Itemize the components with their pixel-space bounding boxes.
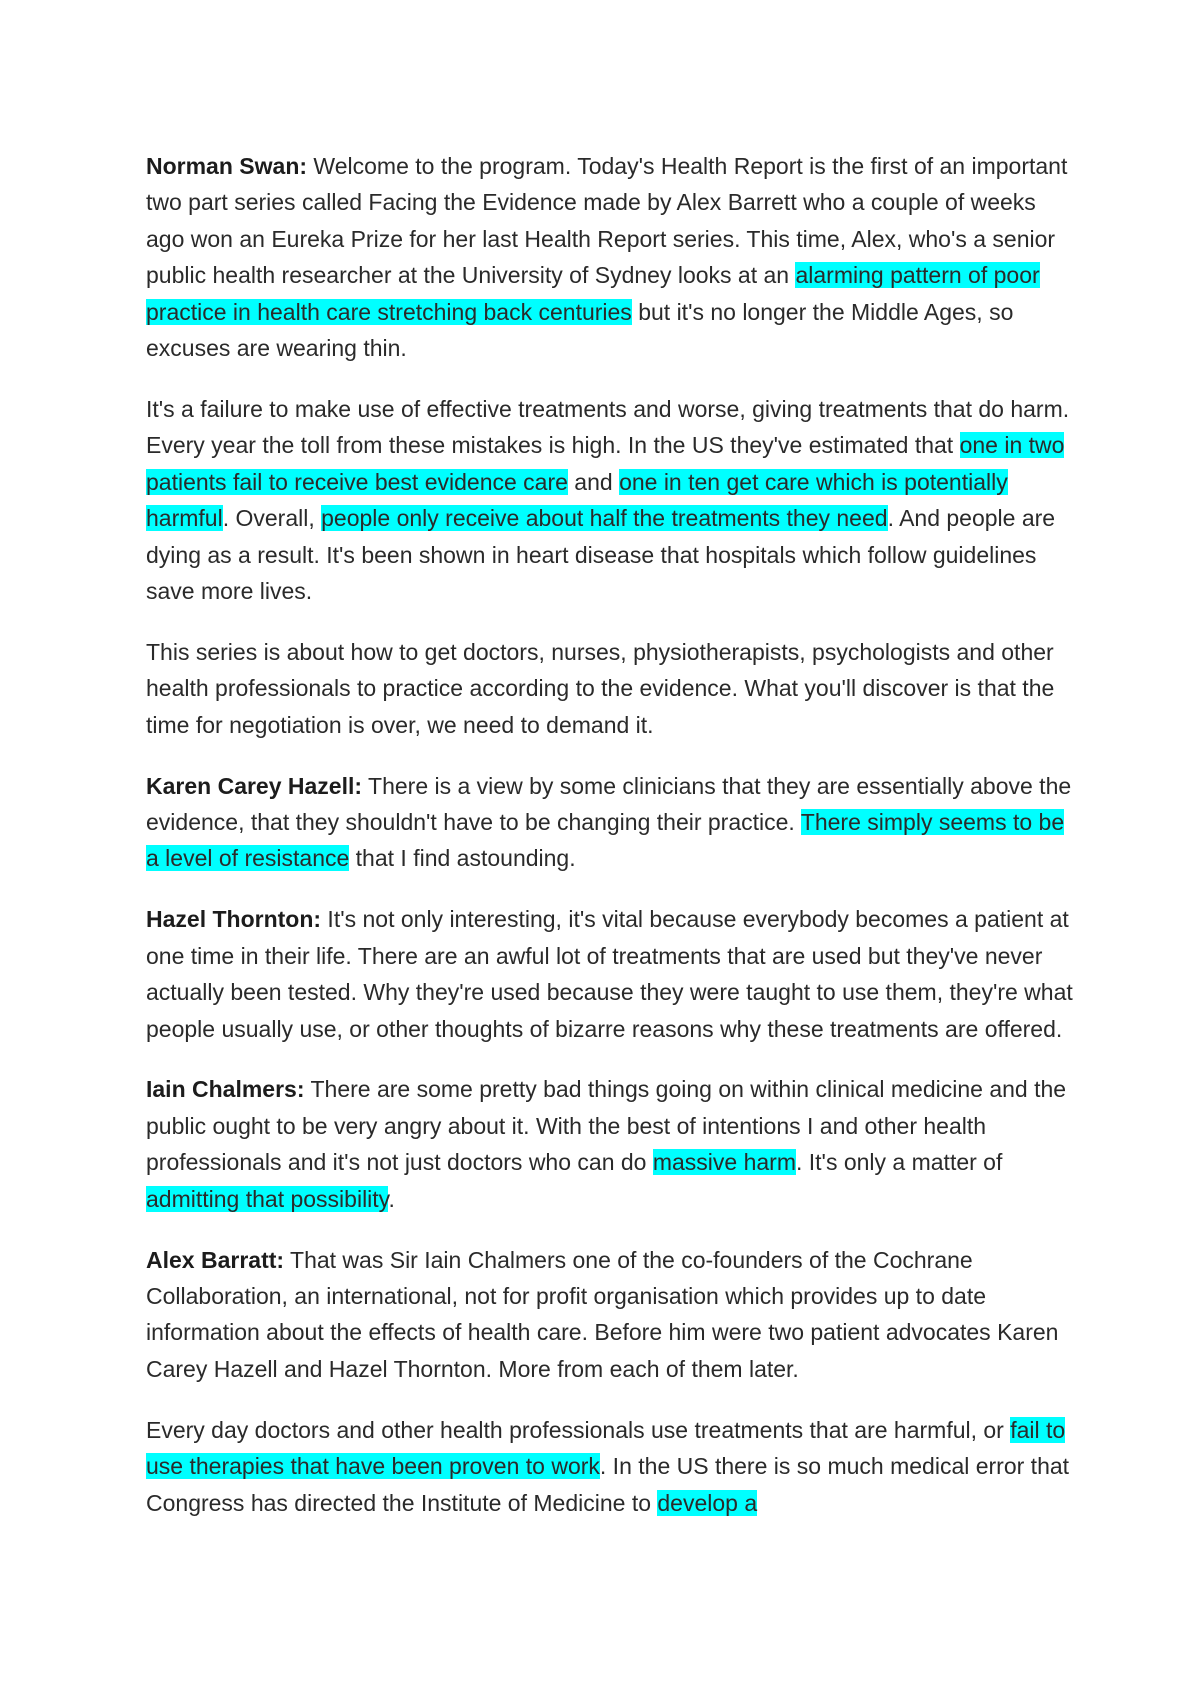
paragraph-3 <box>146 634 1076 743</box>
highlighted-text: fail to use therapies that have been proven to work <box>146 1416 1066 1480</box>
paragraph-6 <box>146 1071 1076 1217</box>
paragraph-text: . It's only a matter of <box>796 1149 1003 1176</box>
paragraph-text: that I find astounding. <box>349 845 576 872</box>
speaker-name: Norman Swan: <box>146 153 308 179</box>
highlighted-text: one in two patients fail to receive best evidence care <box>146 432 1065 495</box>
paragraph-text: It's a failure to make use of effective treatments and worse, giving treatments that do harm. Every year the toll from these mistakes is high. In the US they've estimated that <box>146 395 1070 459</box>
paragraph-text: but it's no longer the Middle Ages, so excuses are wearing thin. <box>146 298 1014 362</box>
highlighted-text: There simply seems to be a level of resistance <box>146 809 1065 872</box>
paragraph-text: Welcome to the program. Today's Health Report is the first of an important two part series called Facing the Evidence made by Alex Barrett who a couple of weeks ago won an Eureka Prize for her last Health Report series. This time, Alex, who's a senior public health researcher at the University of Sydney looks at an <box>146 153 1068 289</box>
paragraph-7 <box>146 1242 1076 1388</box>
paragraph-2 <box>146 391 1076 609</box>
highlighted-text: people only receive about half the treatments they need <box>321 505 888 532</box>
paragraph-text: . Overall, <box>222 505 322 532</box>
paragraph-text: . In the US there is so much medical error that Congress has directed the Institute of Medicine to <box>146 1453 1070 1516</box>
paragraph-text: and <box>567 468 620 495</box>
highlighted-text: alarming pattern of poor practice in health care stretching back centuries <box>146 262 1040 325</box>
paragraph-text: That was Sir Iain Chalmers one of the co-founders of the Cochrane Collaboration, an international, not for profit organisation which provides up to date information about the effects of health care. Before him were two patient advocates Karen Carey Hazell and Hazel Thornton. More from each of them later. <box>146 1246 1059 1382</box>
highlighted-text: one in ten get care which is potentially harmful <box>146 468 1008 532</box>
paragraph-text: It's not only interesting, it's vital because everybody becomes a patient at one time in their life. There are an awful lot of treatments that are used but they've never actually been tested. Why they're used because they were taught to use them, they're what people usually use, or other thoughts of bizarre reasons why these treatments are offered. <box>146 906 1073 1042</box>
highlighted-text: develop a <box>657 1489 758 1516</box>
paragraph-text: There is a view by some clinicians that they are essentially above the evidence, that they shouldn't have to be changing their practice. <box>146 772 1072 835</box>
paragraph-1 <box>146 148 1076 366</box>
highlighted-text: admitting that possibility <box>146 1185 389 1212</box>
paragraph-text: Every day doctors and other health professionals use treatments that are harmful, or <box>146 1416 1011 1443</box>
paragraph-text: . <box>388 1185 395 1212</box>
paragraph-5 <box>146 901 1076 1047</box>
speaker-name: Iain Chalmers: <box>146 1076 305 1103</box>
paragraph-text: . And people are dying as a result. It's been shown in heart disease that hospitals which follow guidelines save more lives. <box>146 505 1056 604</box>
paragraph-4 <box>146 768 1076 877</box>
paragraph-text: This series is about how to get doctors, nurses, physiotherapists, psychologists and other health professionals to practice according to the evidence. What you'll discover is that the time for negotiation is over, we need to demand it. <box>146 638 1055 738</box>
speaker-name: Hazel Thornton: <box>146 906 322 933</box>
speaker-name: Alex Barratt: <box>146 1246 285 1273</box>
paragraph-text: There are some pretty bad things going on within clinical medicine and the public ought to be very angry about it. With the best of intentions I and other health professionals and it's not just doctors who can do <box>146 1076 1067 1176</box>
highlighted-text: massive harm <box>652 1149 796 1176</box>
speaker-name: Karen Carey Hazell: <box>146 772 363 799</box>
paragraph-8 <box>146 1412 1076 1521</box>
transcript-page <box>146 148 1076 1545</box>
